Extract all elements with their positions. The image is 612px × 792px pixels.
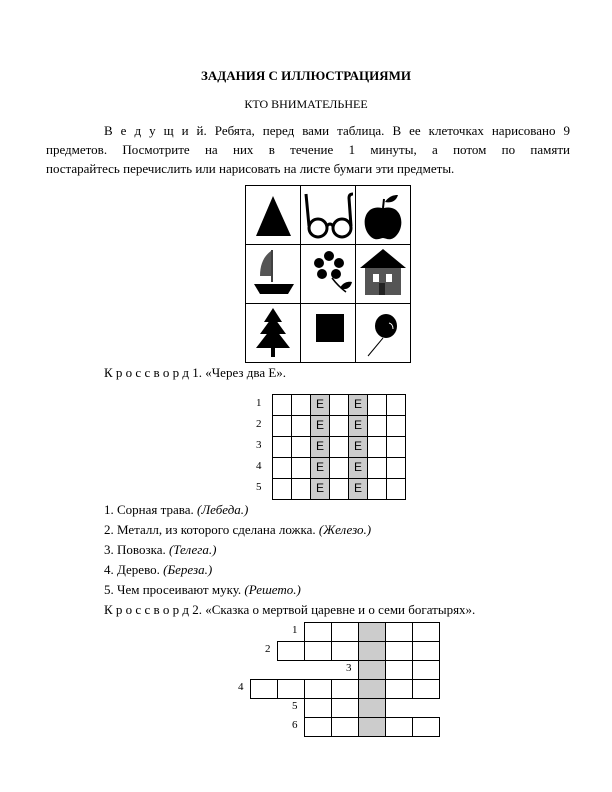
crossword2-cell[interactable] xyxy=(304,679,332,699)
glasses-icon xyxy=(306,194,353,237)
intro-line-2: предметов. Посмотрите на них в течение 1 минуты, а потом по памяти xyxy=(46,142,570,157)
crossword2-row-number: 3 xyxy=(346,662,352,674)
crossword2-cell[interactable] xyxy=(358,717,386,737)
crossword1-cell[interactable] xyxy=(386,478,406,500)
crossword1-cell[interactable]: Е xyxy=(348,436,368,458)
crossword1-cell[interactable] xyxy=(367,478,387,500)
crossword2-row-number: 1 xyxy=(292,624,298,636)
square-icon xyxy=(316,314,344,342)
crossword1-cell[interactable] xyxy=(367,436,387,458)
crossword1-cell[interactable] xyxy=(329,457,349,479)
crossword2-cell[interactable] xyxy=(412,622,440,642)
crossword2-cell[interactable] xyxy=(412,717,440,737)
crossword1-cell[interactable] xyxy=(386,436,406,458)
intro-line-3: постарайтесь перечислить или нарисовать на листе бумаги эти предметы. xyxy=(46,161,455,176)
crossword1-cell[interactable]: Е xyxy=(310,415,330,437)
crossword1-cell[interactable]: Е xyxy=(348,415,368,437)
crossword1-cell[interactable] xyxy=(291,457,311,479)
crossword1-cell[interactable]: Е xyxy=(310,394,330,416)
crossword1-cell[interactable] xyxy=(272,415,292,437)
crossword1-cell[interactable] xyxy=(272,394,292,416)
crossword2-cell[interactable] xyxy=(358,622,386,642)
crossword1-row-number: 3 xyxy=(256,439,262,451)
crossword1-cell[interactable] xyxy=(272,457,292,479)
intro-line-1: Ребята, перед вами таблица. В ее клеточках нарисовано 9 xyxy=(214,123,570,138)
crossword1-cell[interactable]: Е xyxy=(348,478,368,500)
triangle-icon xyxy=(256,196,291,236)
crossword2-cell[interactable] xyxy=(412,679,440,699)
crossword1-cell[interactable] xyxy=(291,415,311,437)
crossword2-grid xyxy=(236,622,436,737)
crossword1-cell[interactable]: Е xyxy=(310,457,330,479)
crossword2-cell[interactable] xyxy=(385,622,413,642)
crossword2-cell[interactable] xyxy=(385,641,413,661)
crossword1-row-number: 2 xyxy=(256,418,262,430)
crossword1-cell[interactable] xyxy=(386,415,406,437)
crossword2-heading: К р о с с в о р д 2. «Сказка о мертвой царевне и о семи богатырях». xyxy=(104,602,476,617)
crossword1-cell[interactable] xyxy=(291,394,311,416)
crossword1-cell[interactable] xyxy=(329,436,349,458)
boat-icon xyxy=(254,250,294,294)
crossword1-cell[interactable] xyxy=(367,415,387,437)
crossword1-row-number: 1 xyxy=(256,397,262,409)
crossword1-cell[interactable] xyxy=(329,394,349,416)
crossword2-cell[interactable] xyxy=(304,622,332,642)
crossword1-cell[interactable] xyxy=(291,436,311,458)
fir-tree-icon xyxy=(256,308,290,357)
crossword2-cell[interactable] xyxy=(358,660,386,680)
crossword2-cell[interactable] xyxy=(331,679,359,699)
crossword2-cell[interactable] xyxy=(304,698,332,718)
crossword2-cell[interactable] xyxy=(358,679,386,699)
crossword2-cell[interactable] xyxy=(331,698,359,718)
clue-3: 3. Повозка. (Телега.) xyxy=(104,542,217,557)
crossword1-cell[interactable] xyxy=(272,478,292,500)
picture-grid xyxy=(245,185,411,363)
crossword1-cell[interactable]: Е xyxy=(310,478,330,500)
crossword1-cell[interactable] xyxy=(367,394,387,416)
clue-4: 4. Дерево. (Береза.) xyxy=(104,562,213,577)
crossword2-cell[interactable] xyxy=(385,679,413,699)
crossword2-row-number: 2 xyxy=(265,643,271,655)
crossword2-cell[interactable] xyxy=(331,641,359,661)
clue-2: 2. Металл, из которого сделана ложка. (Железо.) xyxy=(104,522,372,537)
crossword2-cell[interactable] xyxy=(331,622,359,642)
crossword2-cell[interactable] xyxy=(250,679,278,699)
crossword1-row-number: 4 xyxy=(256,460,262,472)
crossword2-cell[interactable] xyxy=(304,717,332,737)
crossword1-cell[interactable] xyxy=(386,394,406,416)
crossword1-cell[interactable]: Е xyxy=(348,457,368,479)
page-title: ЗАДАНИЯ С ИЛЛЮСТРАЦИЯМИ xyxy=(201,68,411,83)
crossword1-title: «Через два Е». xyxy=(205,365,287,380)
crossword2-cell[interactable] xyxy=(358,641,386,661)
intro-paragraph xyxy=(46,121,570,178)
crossword2-cell[interactable] xyxy=(385,717,413,737)
crossword2-cell[interactable] xyxy=(412,641,440,661)
crossword2-cell[interactable] xyxy=(304,641,332,661)
crossword1-cell[interactable] xyxy=(329,478,349,500)
page-subtitle: КТО ВНИМАТЕЛЬНЕЕ xyxy=(244,97,368,111)
flower-icon xyxy=(314,251,352,292)
crossword1-cell[interactable]: Е xyxy=(348,394,368,416)
crossword2-cell[interactable] xyxy=(277,641,305,661)
crossword2-row-number: 5 xyxy=(292,700,298,712)
crossword1-cell[interactable] xyxy=(272,436,292,458)
house-icon xyxy=(360,249,406,295)
crossword2-title: «Сказка о мертвой царевне и о семи богатырях». xyxy=(205,602,476,617)
crossword2-cell[interactable] xyxy=(385,660,413,680)
crossword1-cell[interactable] xyxy=(329,415,349,437)
crossword2-cell[interactable] xyxy=(358,698,386,718)
crossword2-cell[interactable] xyxy=(331,717,359,737)
crossword1-heading: К р о с с в о р д 1. «Через два Е». xyxy=(104,365,287,380)
crossword1-clues xyxy=(104,500,371,600)
crossword2-row-number: 4 xyxy=(238,681,244,693)
crossword1-grid xyxy=(252,394,422,504)
crossword1-cell[interactable] xyxy=(291,478,311,500)
crossword1-cell[interactable]: Е xyxy=(310,436,330,458)
crossword2-cell[interactable] xyxy=(277,679,305,699)
speaker-label: В е д у щ и й. xyxy=(104,123,207,138)
picture-grid-drawings xyxy=(246,186,410,362)
crossword1-row-number: 5 xyxy=(256,481,262,493)
clue-5: 5. Чем просеивают муку. (Решето.) xyxy=(104,582,301,597)
crossword1-cell[interactable] xyxy=(367,457,387,479)
crossword2-row-number: 6 xyxy=(292,719,298,731)
crossword1-cell[interactable] xyxy=(386,457,406,479)
balloon-icon xyxy=(368,314,397,356)
crossword2-cell[interactable] xyxy=(412,660,440,680)
clue-1: 1. Сорная трава. (Лебеда.) xyxy=(104,502,249,517)
apple-icon xyxy=(365,195,402,239)
